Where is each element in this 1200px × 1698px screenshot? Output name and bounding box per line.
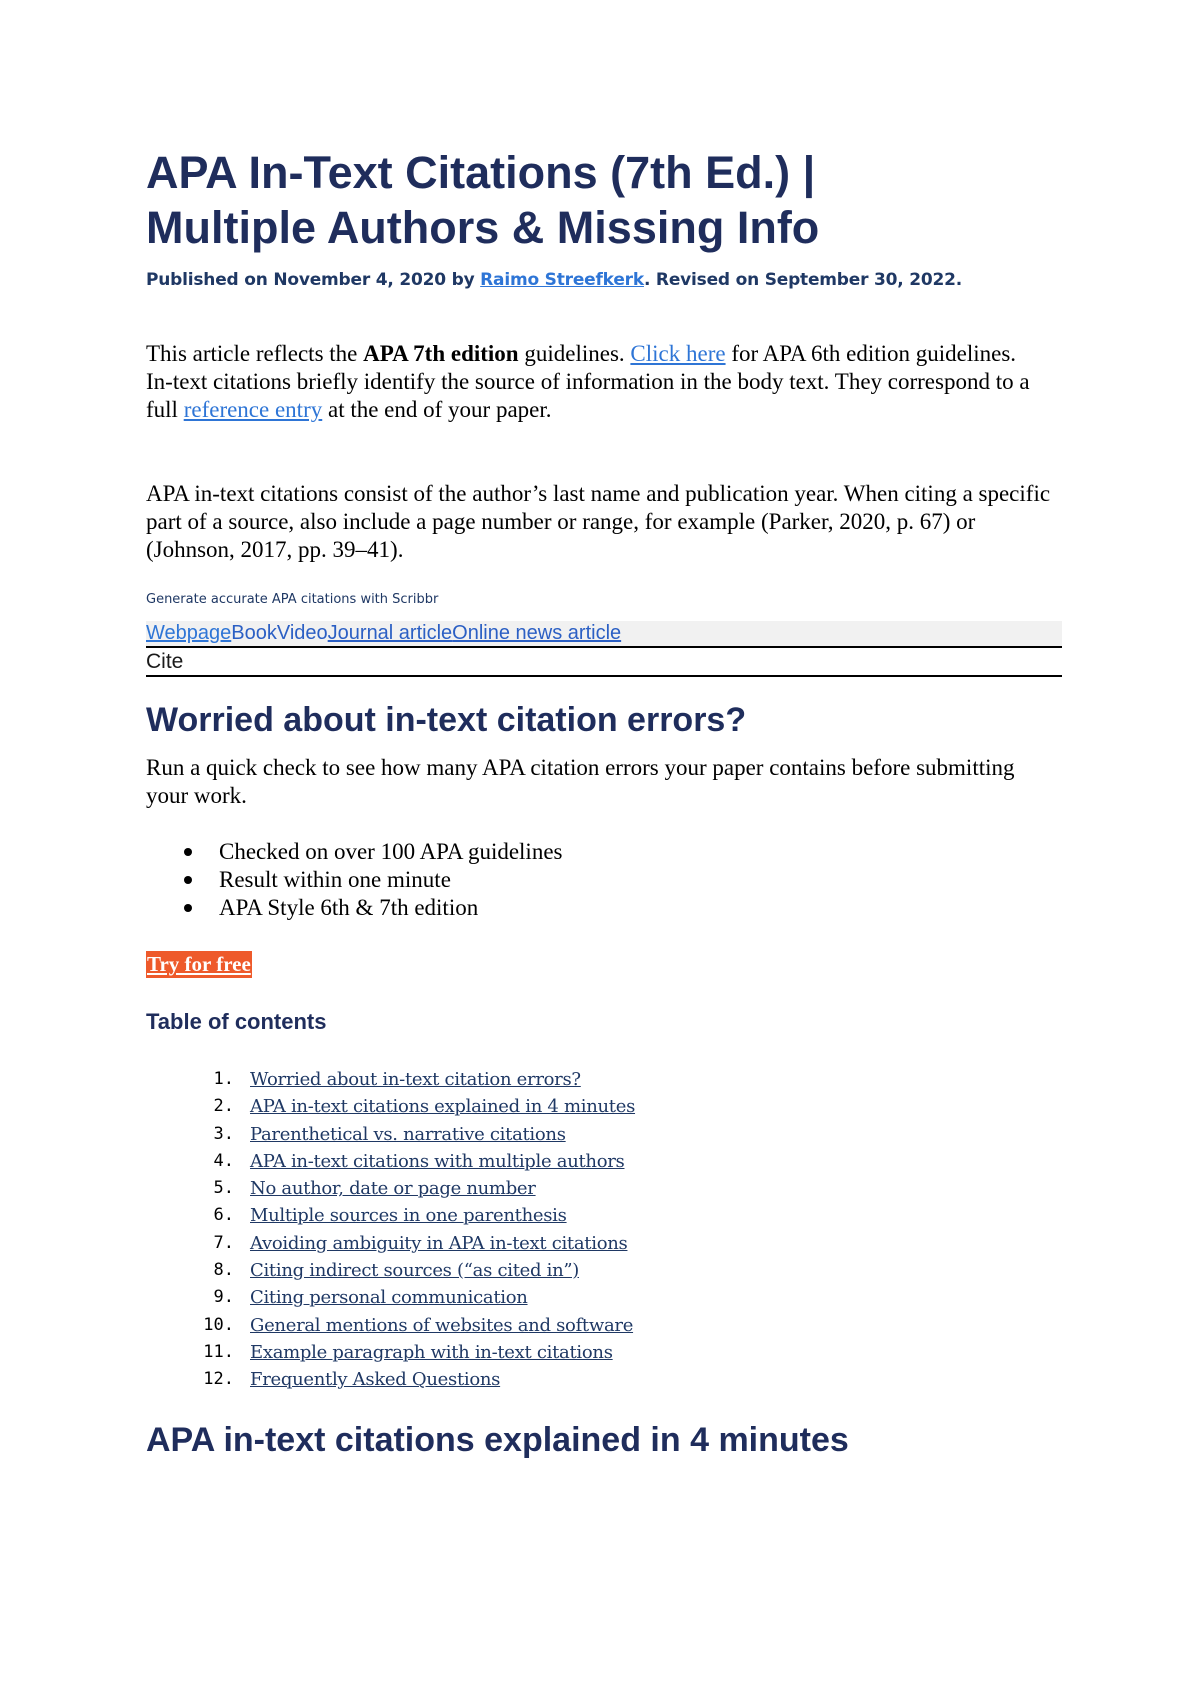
try-for-free-button[interactable]: Try for free [147,952,251,976]
title-line-2: Multiple Authors & Missing Info [146,202,820,253]
intro-text-4: In-text citations briefly identify the source of information in the body text. They correspond to a full [146,369,1030,422]
definition-paragraph: APA in-text citations consist of the author’s last name and publication year. When citing a specific part of a source, also include a page number or range, for example (Parker, 2020, p. 67) or (Johnson, 2017, pp. 39–41). [146,481,1051,562]
meta-published: Published on November 4, 2020 by [146,270,481,290]
tab-webpage[interactable]: Webpage [146,622,232,644]
toc-link[interactable]: Worried about in-text citation errors? [250,1069,581,1090]
toc-link[interactable]: Citing personal communication [250,1287,528,1309]
toc-link[interactable]: Frequently Asked Questions [250,1369,501,1391]
intro-bold: APA 7th edition [363,341,519,366]
toc-link[interactable]: Avoiding ambiguity in APA in-text citations [250,1232,628,1254]
title-line-1: APA In-Text Citations (7th Ed.) | [146,147,816,198]
toc-number: 12. [203,1369,234,1390]
toc-number: 10. [203,1314,234,1335]
toc-link[interactable]: Example paragraph with in-text citations [250,1341,613,1363]
list-item [146,838,562,866]
toc-number: 9. [213,1287,234,1308]
tab-journal-article[interactable]: Journal article [327,622,453,644]
section-heading-explained: APA in-text citations explained in 4 minutes [146,1421,849,1459]
toc-number: 8. [213,1260,234,1281]
page-title [146,145,1062,255]
toc-number: 3. [213,1123,234,1144]
citation-source-tabs [146,621,1062,648]
intro-paragraph [146,340,1062,424]
list-item [146,866,562,894]
bullet-dot-icon [184,848,192,856]
meta-revised: . Revised on September 30, 2022. [643,270,963,290]
toc-link[interactable]: Multiple sources in one parenthesis [250,1205,567,1227]
bullet-text: APA Style 6th & 7th edition [219,895,479,920]
author-link[interactable]: Raimo Streefkerk [480,270,644,290]
toc-number: 6. [213,1205,234,1226]
toc-number: 1. [213,1069,234,1089]
promo-heading: Worried about in-text citation errors? [146,701,747,739]
toc-link[interactable]: Parenthetical vs. narrative citations [250,1123,566,1145]
intro-text-3: for APA 6th edition guidelines. [725,341,1017,366]
tab-video[interactable]: Video [276,622,328,644]
cite-button[interactable]: Cite [146,648,1062,677]
bullet-text: Result within one minute [219,867,451,892]
intro-text-1: This article reflects the [146,341,364,366]
toc-number: 11. [203,1341,234,1362]
intro-text-2: guidelines. [518,341,631,366]
tab-book[interactable]: Book [231,622,277,644]
toc-link[interactable]: General mentions of websites and software [250,1314,634,1336]
toc-number: 4. [213,1150,234,1171]
promo-text: Run a quick check to see how many APA citation errors your paper contains before submitting your work. [146,755,1015,808]
bullet-text: Checked on over 100 APA guidelines [219,839,563,864]
toc-link[interactable]: No author, date or page number [250,1178,536,1200]
promo-bullet-list [146,838,562,922]
toc-number: 2. [213,1096,234,1117]
apa6-link[interactable]: Click here [630,341,726,366]
toc-number: 7. [213,1232,234,1253]
reference-entry-link[interactable]: reference entry [183,397,323,422]
generator-heading: Generate accurate APA citations with Scribbr [146,592,439,607]
publication-meta [146,268,962,292]
intro-text-5: at the end of your paper. [322,397,552,422]
toc-link[interactable]: APA in-text citations explained in 4 minutes [250,1096,636,1118]
toc-link[interactable]: APA in-text citations with multiple authors [250,1150,625,1172]
bullet-dot-icon [184,904,192,912]
bullet-dot-icon [184,876,192,884]
tab-online-news-article[interactable]: Online news article [452,622,622,644]
toc-link[interactable]: Citing indirect sources (“as cited in”) [250,1260,579,1282]
toc-title: Table of contents [146,1009,327,1034]
toc-number: 5. [213,1178,234,1199]
list-item [146,894,562,922]
